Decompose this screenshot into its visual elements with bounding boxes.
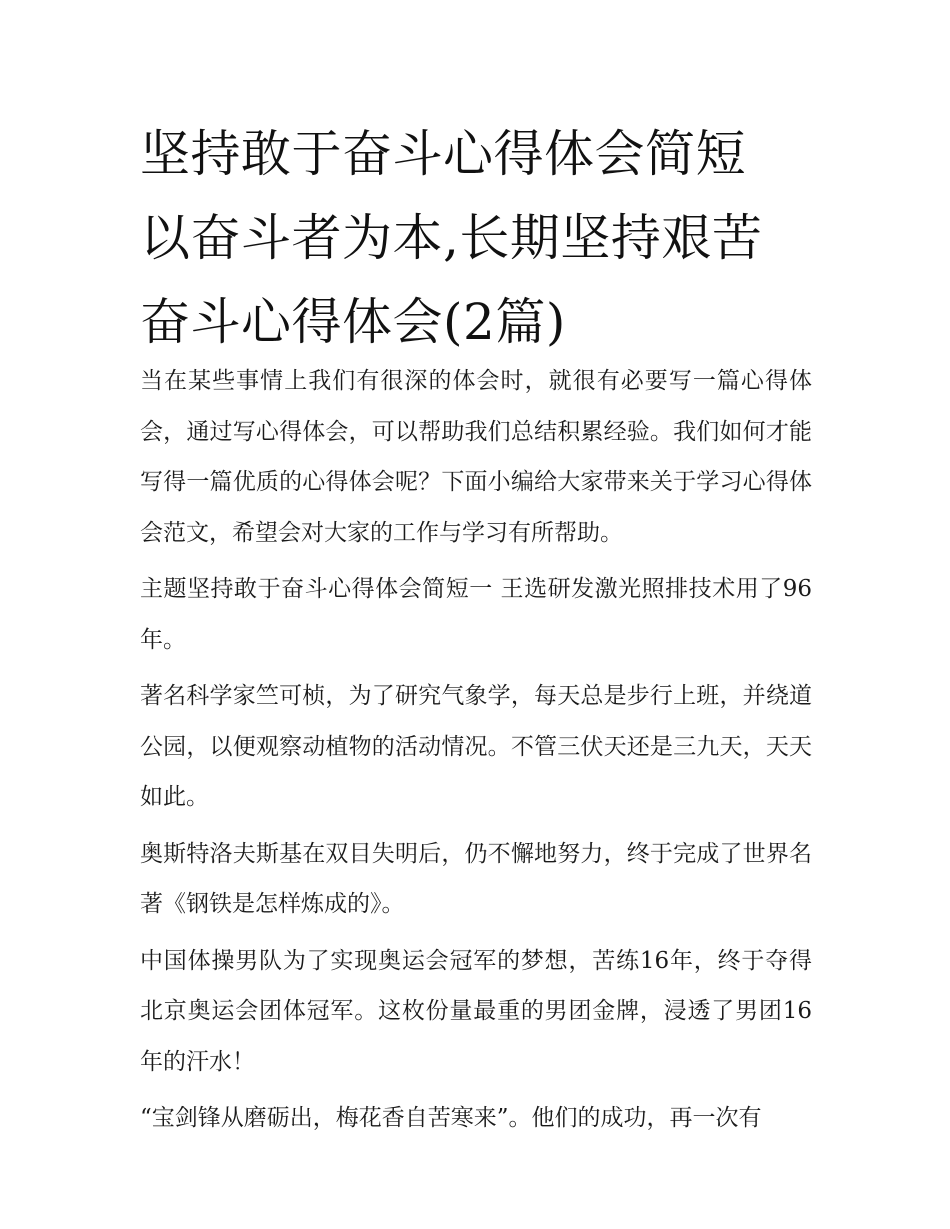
paragraph-topic: 主题坚持敢于奋斗心得体会简短一 王选研发激光照排技术用了96年。 [140, 576, 812, 653]
paragraph-intro: 当在某些事情上我们有很深的体会时，就很有必要写一篇心得体会，通过写心得体会，可以帮助我们总结积累经验。我们如何才能写得一篇优质的心得体会呢？下面小编给大家带来关于学习心得体会范文，希望会对大家的工作与学习有所帮助。 [140, 368, 812, 546]
paragraph-gymnastics: 中国体操男队为了实现奥运会冠军的梦想，苦练16年，终于夺得北京奥运会团体冠军。这枚份量最重的男团金牌，浸透了男团16年的汗水！ [140, 947, 812, 1075]
document-body [140, 356, 812, 1150]
document-title: 坚持敢于奋斗心得体会简短 以奋斗者为本,长期坚持艰苦奋斗心得体会(2篇) [140, 125, 763, 351]
paragraph-zhu-kezhen: 著名科学家竺可桢，为了研究气象学，每天总是步行上班，并绕道公园，以便观察动植物的活动情况。不管三伏天还是三九天，天天如此。 [140, 683, 812, 810]
paragraph-quote: “宝剑锋从磨砺出，梅花香自苦寒来”。他们的成功，再一次有 [140, 1105, 762, 1131]
paragraph-ostrovsky: 奥斯特洛夫斯基在双目失明后，仍不懈地努力，终于完成了世界名著《钢铁是怎样炼成的》。 [140, 840, 812, 917]
